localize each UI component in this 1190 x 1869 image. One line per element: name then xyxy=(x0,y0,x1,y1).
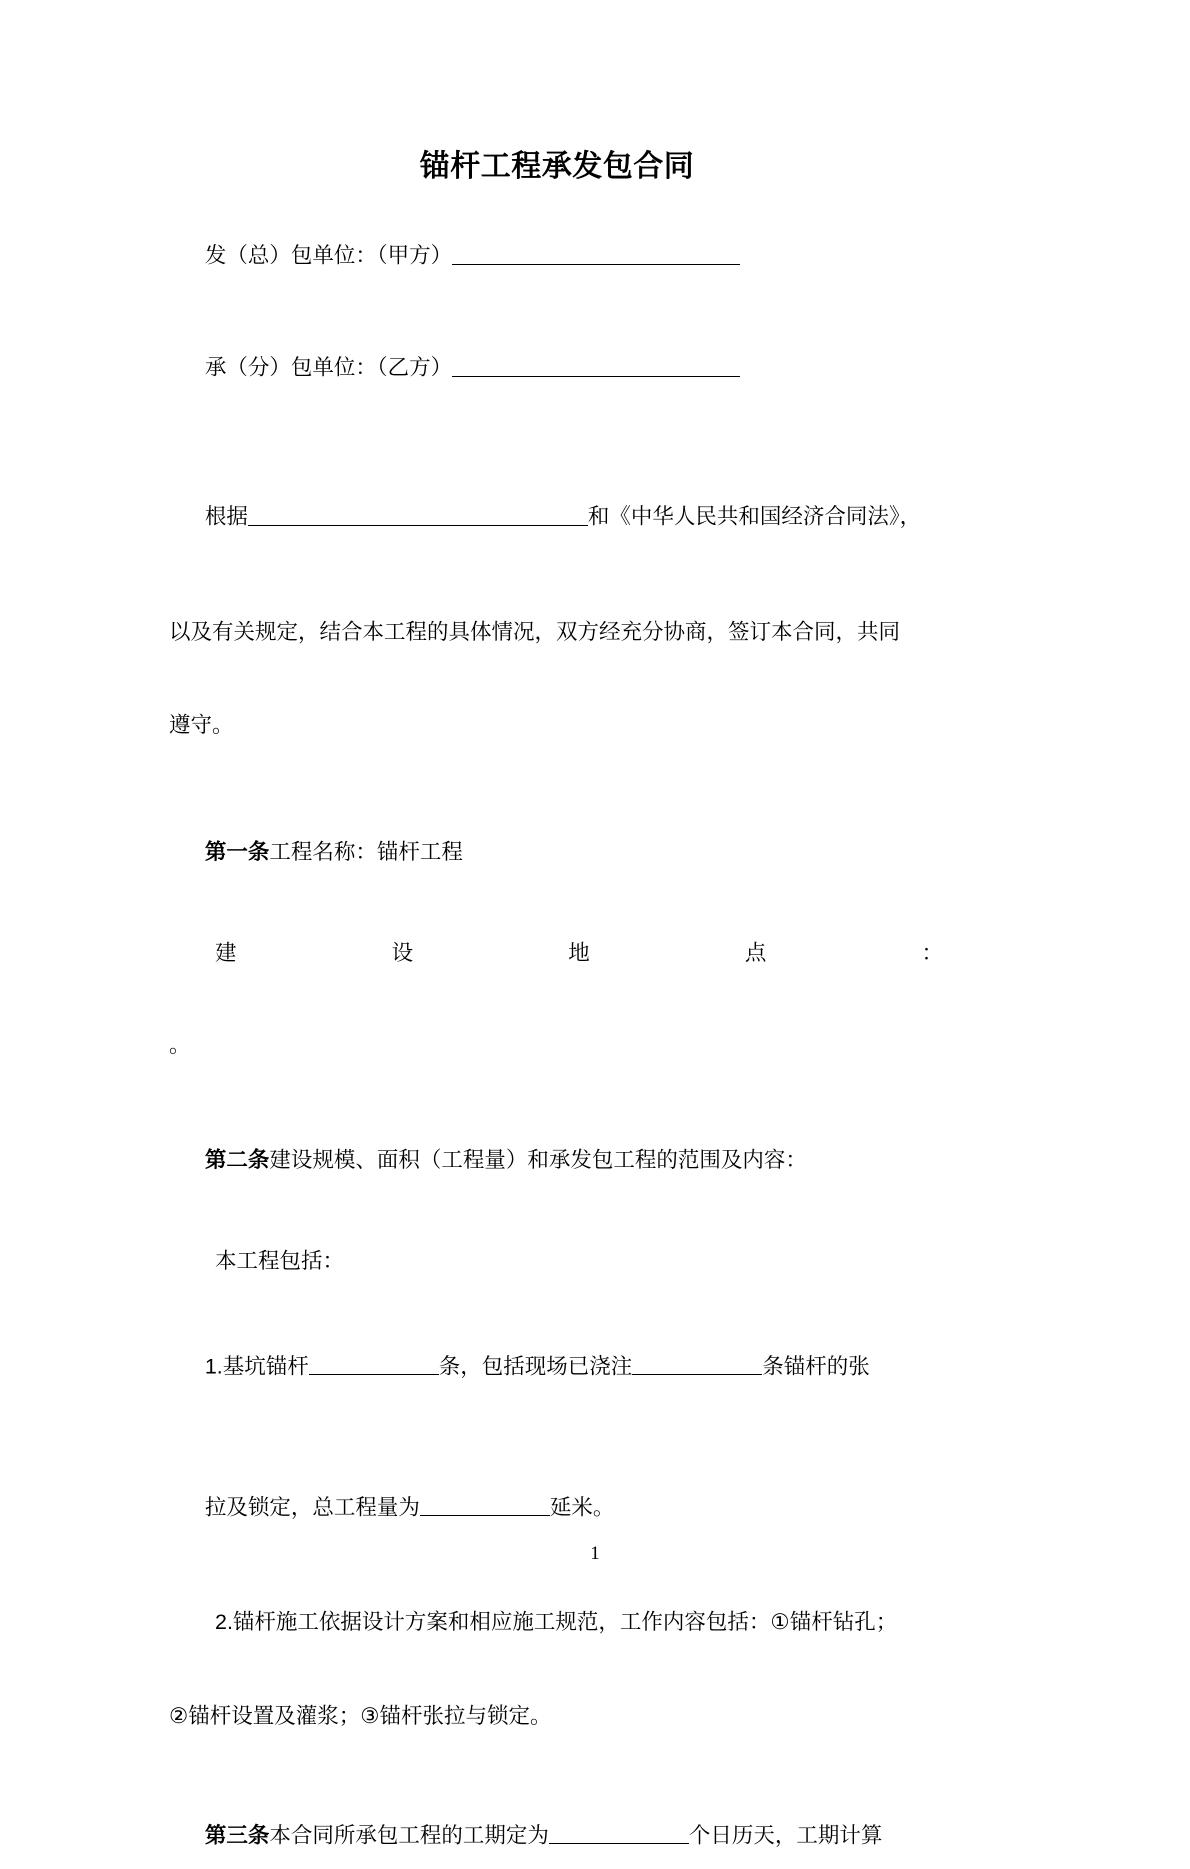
item-1-text-c: 条锚杆的张 xyxy=(762,1354,870,1379)
preamble-line-1 xyxy=(169,481,945,550)
site-char-2: 地 xyxy=(568,941,590,966)
site-char-3: 点 xyxy=(744,941,767,966)
preamble-lead: 根据 xyxy=(204,504,248,529)
clause-3-text-b: 个日历天，工期计算 xyxy=(688,1823,883,1848)
item-1-total-blank[interactable] xyxy=(420,1493,550,1517)
clause-2-intro: 本工程包括： xyxy=(215,1248,345,1273)
page-title: 锚杆工程承发包合同 xyxy=(419,150,695,183)
clause-2-text: 建设规模、面积（工程量）和承发包工程的范围及内容： xyxy=(269,1147,807,1172)
clause-2-number: 第二条 xyxy=(204,1147,270,1172)
site-char-4: ： xyxy=(921,941,943,966)
item-1-text-b: 条，包括现场已浇注 xyxy=(438,1354,633,1379)
clause-2-item-1-line-2 xyxy=(169,1471,945,1540)
item-1-text-a: 1.基坑锚杆 xyxy=(204,1354,309,1379)
item-1-count-blank[interactable] xyxy=(309,1352,439,1376)
clause-2-item-2-line-1: 2.锚杆施工依据设计方案和相应施工规范，工作内容包括：①锚杆钻孔； xyxy=(215,1610,898,1635)
document-body xyxy=(169,0,945,1868)
item-1-text-d: 拉及锁定，总工程量为 xyxy=(204,1495,420,1520)
preamble-line-2: 以及有关规定，结合本工程的具体情况，双方经充分协商，签订本合同，共同 xyxy=(169,619,901,644)
clause-1-heading xyxy=(169,821,945,886)
clause-2-heading xyxy=(169,1128,945,1193)
clause-3-text-a: 本合同所承包工程的工期定为 xyxy=(269,1823,549,1848)
construction-site-row xyxy=(169,943,945,965)
party-b-row xyxy=(169,332,945,401)
party-a-label: 发（总）包单位：（甲方） xyxy=(204,243,453,268)
preamble-after-blank: 和《中华人民共和国经济合同法》， xyxy=(587,504,922,529)
page-number: 1 xyxy=(590,1543,600,1564)
party-b-blank[interactable] xyxy=(452,353,740,377)
clause-3-heading xyxy=(169,1799,945,1868)
clause-1-text: 工程名称：锚杆工程 xyxy=(269,840,463,865)
preamble-basis-blank[interactable] xyxy=(248,502,588,526)
item-1-text-e: 延米。 xyxy=(549,1495,615,1520)
clause-2-item-2-line-2: ②锚杆设置及灌浆；③锚杆张拉与锁定。 xyxy=(169,1703,552,1728)
item-1-poured-blank[interactable] xyxy=(632,1352,762,1376)
clause-3-duration-blank[interactable] xyxy=(549,1821,689,1845)
clause-1-number: 第一条 xyxy=(204,840,270,865)
clause-3-number: 第三条 xyxy=(204,1823,270,1848)
preamble-line-3: 遵守。 xyxy=(169,713,234,738)
clause-2-item-1-line-1 xyxy=(169,1330,945,1399)
site-char-1: 设 xyxy=(391,941,414,966)
construction-site-terminator: 。 xyxy=(169,1032,191,1057)
site-char-0: 建 xyxy=(215,941,237,966)
party-a-row xyxy=(169,220,945,289)
party-a-blank[interactable] xyxy=(452,241,740,265)
party-b-label: 承（分）包单位：（乙方） xyxy=(204,355,453,380)
